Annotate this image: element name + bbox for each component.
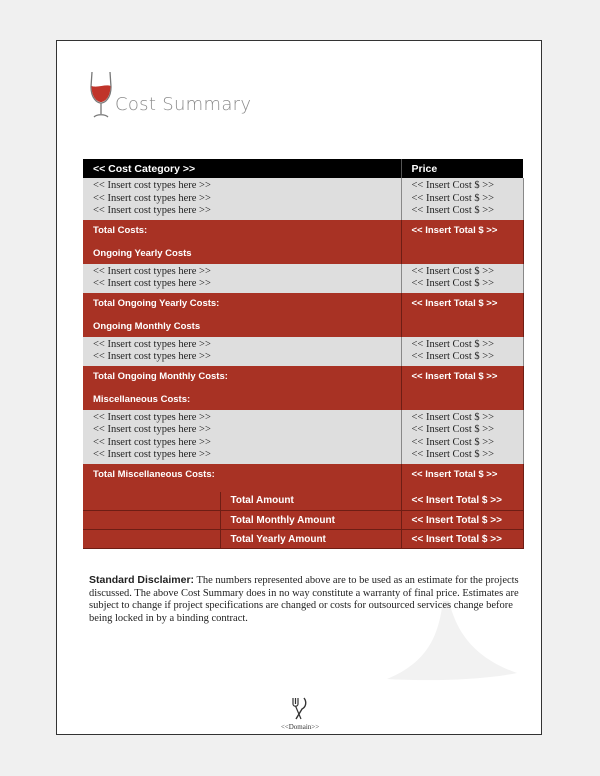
item-list xyxy=(83,264,401,293)
total-value[interactable]: << Insert Total $ >> xyxy=(411,224,498,236)
item-list xyxy=(83,410,401,464)
summary-label: Total Monthly Amount xyxy=(220,511,401,530)
page-title: Cost Summary xyxy=(115,94,252,115)
cost-placeholder[interactable]: << Insert Cost $ >> xyxy=(411,180,495,191)
total-row xyxy=(83,220,523,264)
cost-placeholder[interactable]: << Insert Cost $ >> xyxy=(411,351,495,362)
total-label: Total Costs: xyxy=(93,224,148,236)
table-header xyxy=(83,159,523,178)
total-row xyxy=(83,293,523,337)
header-cost-category: << Cost Category >> xyxy=(83,159,401,178)
item-rows xyxy=(83,337,523,366)
item-rows xyxy=(83,264,523,293)
footer-domain: <<Domain>> xyxy=(280,723,320,731)
cost-placeholder[interactable]: << Insert Cost $ >> xyxy=(411,449,495,460)
header-price: Price xyxy=(401,159,523,178)
disclaimer-text: The numbers represented above are to be used as an estimate for the projects discussed. The above Cost Summary does in no way constitute a warranty of final price. Estimates are subject to change if project specifications are changed or costs for outsourced services change before being locked in by a binding contract. xyxy=(89,575,519,624)
document-page xyxy=(56,40,542,735)
cost-type-placeholder[interactable]: << Insert cost types here >> xyxy=(93,449,211,460)
total-value[interactable]: << Insert Total $ >> xyxy=(411,297,498,309)
wine-glass-icon xyxy=(89,71,113,121)
summary-row xyxy=(83,492,523,511)
item-list xyxy=(83,178,401,220)
total-label: Total Ongoing Monthly Costs: xyxy=(93,370,228,382)
item-rows xyxy=(83,410,523,464)
item-rows xyxy=(83,178,523,220)
total-value[interactable]: << Insert Total $ >> xyxy=(411,468,498,480)
summary-row xyxy=(83,530,523,549)
total-label: Total Miscellaneous Costs: xyxy=(93,468,215,480)
section-heading: Miscellaneous Costs: xyxy=(93,393,191,405)
cost-placeholder[interactable]: << Insert Cost $ >> xyxy=(411,424,495,435)
total-label: Total Ongoing Yearly Costs: xyxy=(93,297,220,309)
cost-list xyxy=(401,410,523,464)
cost-placeholder[interactable]: << Insert Cost $ >> xyxy=(411,265,495,277)
summary-value[interactable]: << Insert Total $ >> xyxy=(401,511,523,530)
item-list xyxy=(83,337,401,366)
cost-type-placeholder[interactable]: << Insert cost types here >> xyxy=(93,192,211,204)
cost-type-placeholder[interactable]: << Insert cost types here >> xyxy=(93,411,211,423)
summary-row xyxy=(83,511,523,530)
cost-placeholder[interactable]: << Insert Cost $ >> xyxy=(411,205,495,216)
disclaimer-label: Standard Disclaimer: xyxy=(89,574,195,586)
cost-type-placeholder[interactable]: << Insert cost types here >> xyxy=(93,351,211,362)
cost-placeholder[interactable]: << Insert Cost $ >> xyxy=(411,278,495,289)
section-heading: Ongoing Monthly Costs xyxy=(93,320,201,332)
summary-label: Total Amount xyxy=(220,492,401,511)
summary-value[interactable]: << Insert Total $ >> xyxy=(401,492,523,511)
fork-knife-icon xyxy=(289,697,309,721)
cost-list xyxy=(401,337,523,366)
cost-type-placeholder[interactable]: << Insert cost types here >> xyxy=(93,436,211,448)
disclaimer xyxy=(89,574,519,625)
summary-value[interactable]: << Insert Total $ >> xyxy=(401,530,523,549)
cost-placeholder[interactable]: << Insert Cost $ >> xyxy=(411,436,495,448)
cost-list xyxy=(401,178,523,220)
cost-type-placeholder[interactable]: << Insert cost types here >> xyxy=(93,180,211,191)
section-heading: Ongoing Yearly Costs xyxy=(93,247,192,259)
cost-type-placeholder[interactable]: << Insert cost types here >> xyxy=(93,265,211,277)
cost-type-placeholder[interactable]: << Insert cost types here >> xyxy=(93,424,211,435)
cost-type-placeholder[interactable]: << Insert cost types here >> xyxy=(93,278,211,289)
total-value[interactable]: << Insert Total $ >> xyxy=(411,370,498,382)
cost-placeholder[interactable]: << Insert Cost $ >> xyxy=(411,338,495,350)
total-row xyxy=(83,366,523,410)
total-row xyxy=(83,464,523,492)
cost-table xyxy=(83,159,524,549)
cost-type-placeholder[interactable]: << Insert cost types here >> xyxy=(93,338,211,350)
cost-list xyxy=(401,264,523,293)
summary-label: Total Yearly Amount xyxy=(220,530,401,549)
cost-placeholder[interactable]: << Insert Cost $ >> xyxy=(411,192,495,204)
cost-type-placeholder[interactable]: << Insert cost types here >> xyxy=(93,205,211,216)
cost-placeholder[interactable]: << Insert Cost $ >> xyxy=(411,411,495,423)
